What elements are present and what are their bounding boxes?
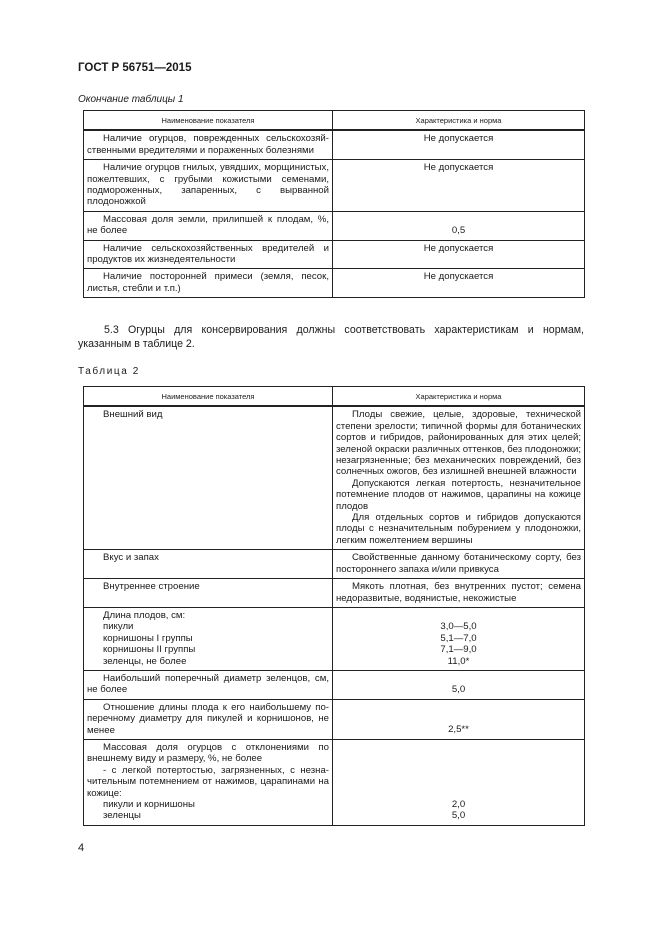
- table-row: [84, 550, 585, 579]
- deviation-item-label: зеленцы: [103, 810, 141, 822]
- deviation-item-value: 5,0: [451, 810, 466, 822]
- table2-header-row: [84, 387, 585, 407]
- indicator-value-cell: [333, 670, 585, 699]
- length-item-value: 11,0*: [447, 655, 470, 667]
- indicator-value: 5,0: [451, 683, 466, 695]
- indicator-name: Внутреннее строение: [84, 579, 333, 608]
- appearance-variety-note: Для отдельных сортов и гибридов допускаются плоды с незначительным побурением у плодоножки, легким пожелтением вершины: [336, 512, 581, 546]
- table-row: [84, 607, 585, 670]
- table-row: [84, 579, 585, 608]
- appearance-allowance: Допускаются легкая потертость, незначительное потемнение плодов от нажимов, царапины на кожице плодов: [336, 477, 581, 512]
- indicator-value: Не допускается: [333, 130, 585, 159]
- indicator-name: Внешний вид: [84, 406, 333, 549]
- length-item-label: зеленцы, не более: [103, 655, 187, 667]
- indicator-value: Свойственные данному ботаническому сорту, без постороннего запаха и/или привкуса: [333, 550, 585, 579]
- table-row: [84, 699, 585, 739]
- table2-caption: Таблица 2: [78, 366, 140, 377]
- indicator-value: Не допускается: [333, 269, 585, 298]
- indicator-name: Массовая доля земли, прилипшей к плодам, %, не более: [84, 211, 333, 240]
- deviation-title: Массовая доля огурцов с отклонениями по внешнему виду и размеру, %, не более: [87, 741, 329, 765]
- section-paragraph: 5.3 Огурцы для консервирования должны соответствовать характеристикам и нормам, указанным в таблице 2.: [78, 324, 584, 350]
- length-item-value: 3,0—5,0: [440, 621, 477, 633]
- deviation-item-label: пикули и корнишоны: [103, 799, 195, 810]
- indicator-value: Не допускается: [333, 240, 585, 269]
- table1-col-header-value: Характеристика и норма: [333, 111, 585, 131]
- indicator-name: Наличие сельскохозяйственных вредителей и продуктов их жизнедеятельности: [84, 240, 333, 269]
- deviation-item-value: 2,0: [451, 799, 466, 810]
- indicator-name: Наличие посторонней примеси (земля, песок, листья, стебли и т.п.): [84, 269, 333, 298]
- indicator-value: Мякоть плотная, без внутренних пустот; семена недоразвитые, водянистые, некожистые: [333, 579, 585, 608]
- table-row: [84, 160, 585, 212]
- indicator-value-cell: [333, 211, 585, 240]
- length-item-label: корнишоны I группы: [103, 632, 193, 644]
- indicator-name: Наибольший поперечный диаметр зеленцов, см, не более: [84, 670, 333, 699]
- indicator-name-cell: [84, 739, 333, 825]
- table-row: [84, 670, 585, 699]
- indicator-value-cell: [333, 699, 585, 739]
- table2-col-header-value: Характеристика и норма: [333, 387, 585, 407]
- table1-col-header-name: Наименование показателя: [84, 111, 333, 131]
- indicator-name: Наличие огурцов, поврежденных сельскохозяйственными вредителями и пораженных болезнями: [84, 130, 333, 159]
- document-header: ГОСТ Р 56751—2015: [78, 62, 192, 74]
- table-row: [84, 130, 585, 159]
- table-row: [84, 240, 585, 269]
- indicator-value: Не допускается: [333, 160, 585, 212]
- indicator-name: Отношение длины плода к его наибольшему поперечному диаметру для пикулей и корнишонов, не менее: [84, 699, 333, 739]
- table1-caption: Окончание таблицы 1: [78, 94, 184, 105]
- length-item-label: корнишоны II группы: [103, 644, 196, 656]
- length-item-value: 7,1—9,0: [440, 644, 477, 656]
- indicator-name: Вкус и запах: [84, 550, 333, 579]
- indicator-value-cell: [333, 739, 585, 825]
- indicator-name: Наличие огурцов гнилых, увядших, морщинистых, пожелтевших, с грубыми кожистыми семенами, подмороженных, запаренных, с вырванной плодоножкой: [84, 160, 333, 212]
- table-row: [84, 211, 585, 240]
- appearance-requirement: Плоды свежие, целые, здоровые, технической степени зрелости; типичной формы для ботанических сортов и гибридов, районированных для этих целей; зеленой окраски различных оттенков, без плодоножки; незагрязненные; без механических повреждений, без солнечных ожогов, без излишней внешней влажности: [336, 409, 581, 478]
- indicator-value-cell: [333, 607, 585, 670]
- table-1: [83, 110, 585, 298]
- table2-col-header-name: Наименование показателя: [84, 387, 333, 407]
- indicator-name-cell: [84, 607, 333, 670]
- deviation-subitem: - с легкой потертостью, загрязненных, с незначительным потемнением от нажимов, царапинами на кожице:: [87, 764, 329, 799]
- table-row: [84, 269, 585, 298]
- table-row: [84, 739, 585, 825]
- page-number: 4: [78, 842, 85, 854]
- indicator-value-cell: [333, 406, 585, 549]
- table-row: [84, 406, 585, 549]
- length-item-value: 5,1—7,0: [440, 632, 477, 644]
- indicator-value: 2,5**: [448, 723, 469, 735]
- table1-header-row: [84, 111, 585, 131]
- length-title: Длина плодов, см:: [103, 609, 186, 621]
- length-item-label: пикули: [103, 621, 134, 633]
- table-2: [83, 386, 585, 826]
- indicator-value: 0,5: [451, 224, 466, 236]
